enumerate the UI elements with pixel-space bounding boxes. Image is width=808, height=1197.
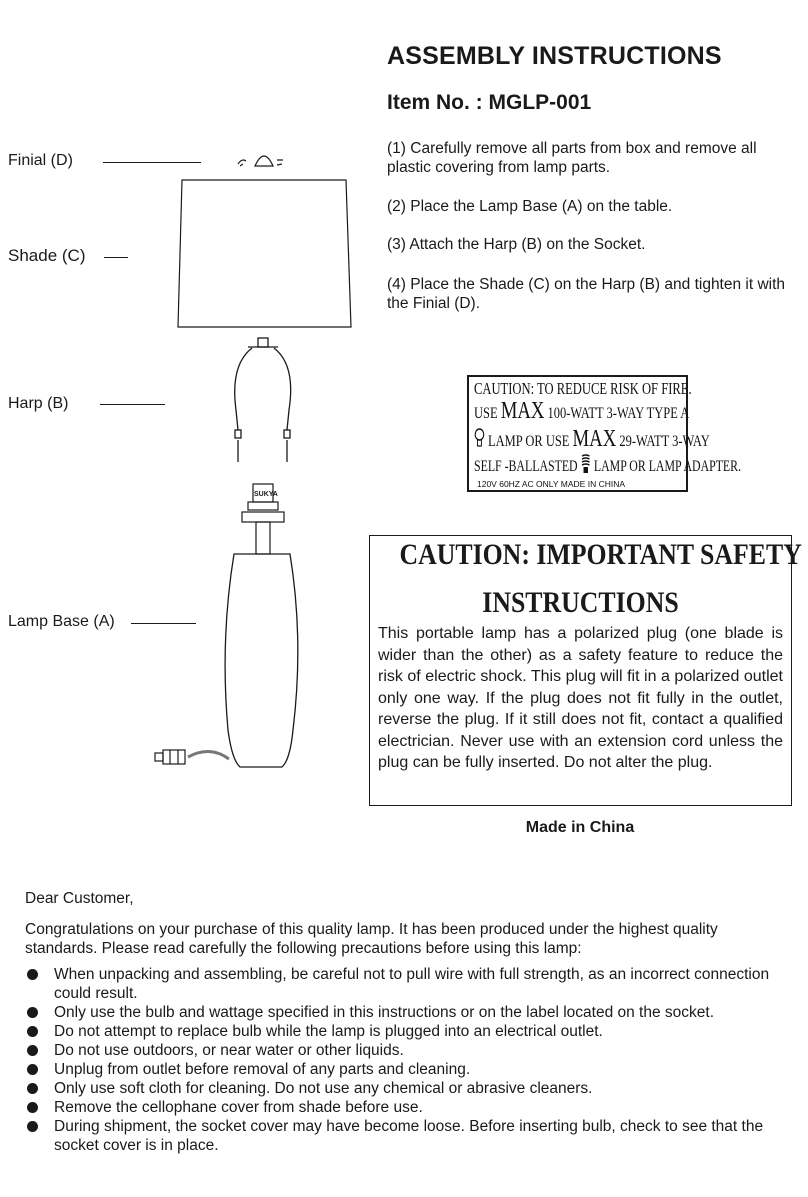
list-item: Only use soft cloth for cleaning. Do not use any chemical or abrasive cleaners.: [25, 1079, 785, 1098]
assembly-step-1: (1) Carefully remove all parts from box and remove all plastic covering from lamp parts.: [387, 140, 757, 176]
lamp-base-drawing: [225, 554, 298, 767]
caution-label-29w: 29-WATT 3-WAY: [619, 433, 710, 450]
list-item: Only use the bulb and wattage specified in this instructions or on the label located on the socket.: [25, 1003, 785, 1022]
bulb-icon: [474, 428, 485, 448]
leader-line-shade: [104, 257, 128, 258]
made-in-china: Made in China: [525, 819, 635, 836]
caution-label-max-2: MAX: [572, 426, 617, 452]
list-item: Remove the cellophane cover from shade before use.: [25, 1098, 785, 1117]
safety-instructions-box: [369, 535, 802, 806]
caution-label-line-3: [474, 426, 710, 453]
caution-label-use: USE: [474, 405, 498, 422]
safety-title-line-2: INSTRUCTIONS: [482, 586, 679, 619]
caution-label-lamp-or-use: LAMP OR USE: [488, 433, 570, 450]
safety-body-text: This portable lamp has a polarized plug (one blade is wider than the other) as a safety feature to reduce the risk of electric shock. This plug will fit in a polarized outlet only one way. If the plug does not fit fully in the outlet, reverse the plug. If it still does not fit, contact a qualified electrician. Never use with an extension cord unless the plug can be fully inserted. Do not alter the plug.: [378, 625, 783, 771]
greeting: Dear Customer,: [25, 890, 134, 907]
lamp-diagram: [150, 140, 370, 780]
harp-drawing: [235, 338, 291, 462]
list-item: When unpacking and assembling, be careful not to pull wire with full strength, as an incorrect connection could result.: [25, 965, 785, 1003]
shade-drawing: [178, 180, 351, 327]
list-item: Do not attempt to replace bulb while the lamp is plugged into an electrical outlet.: [25, 1022, 785, 1041]
finial-drawing: [238, 156, 283, 166]
assembly-step-4: (4) Place the Shade (C) on the Harp (B) and tighten it with the Finial (D).: [387, 276, 786, 312]
caution-label-100w: 100-WATT 3-WAY TYPE A: [547, 405, 690, 422]
caution-label-lamp-adapter: LAMP OR LAMP ADAPTER.: [593, 458, 742, 475]
caution-wattage-label: [467, 375, 742, 492]
item-number: Item No. : MGLP-001: [387, 91, 592, 114]
label-shade: Shade (C): [8, 246, 86, 265]
document-title: ASSEMBLY INSTRUCTIONS: [387, 42, 722, 70]
assembly-step-3: (3) Attach the Harp (B) on the Socket.: [387, 236, 646, 253]
list-item: Unplug from outlet before removal of any parts and cleaning.: [25, 1060, 785, 1079]
list-item: Do not use outdoors, or near water or other liquids.: [25, 1041, 785, 1060]
cfl-bulb-icon: [581, 454, 591, 474]
socket-brand-text: SUKYA: [254, 491, 278, 498]
socket-drawing: [242, 484, 284, 554]
caution-label-line-5: 120V 60HZ AC ONLY MADE IN CHINA: [477, 479, 626, 489]
precautions-list: [25, 965, 785, 1155]
label-lamp-base: Lamp Base (A): [8, 613, 115, 630]
caution-label-line-4: [474, 454, 741, 476]
caution-label-max-1: MAX: [500, 398, 545, 424]
intro-paragraph: Congratulations on your purchase of this quality lamp. It has been produced under the highest quality standards. Please read carefully the following precautions before using this lamp:: [25, 921, 718, 957]
caution-label-line-2: [474, 398, 689, 425]
cord-and-plug-drawing: [155, 750, 229, 764]
list-item: During shipment, the socket cover may have become loose. Before inserting bulb, check to see that the socket cover is in place.: [25, 1117, 785, 1155]
caution-label-line-1: CAUTION: TO REDUCE RISK OF FIRE.: [474, 379, 692, 398]
assembly-step-2: (2) Place the Lamp Base (A) on the table.: [387, 198, 673, 215]
label-finial: Finial (D): [8, 152, 73, 169]
label-harp: Harp (B): [8, 395, 69, 412]
caution-label-self-ballasted: SELF -BALLASTED: [474, 458, 578, 475]
safety-title-line-1: CAUTION: IMPORTANT SAFETY: [399, 538, 802, 571]
